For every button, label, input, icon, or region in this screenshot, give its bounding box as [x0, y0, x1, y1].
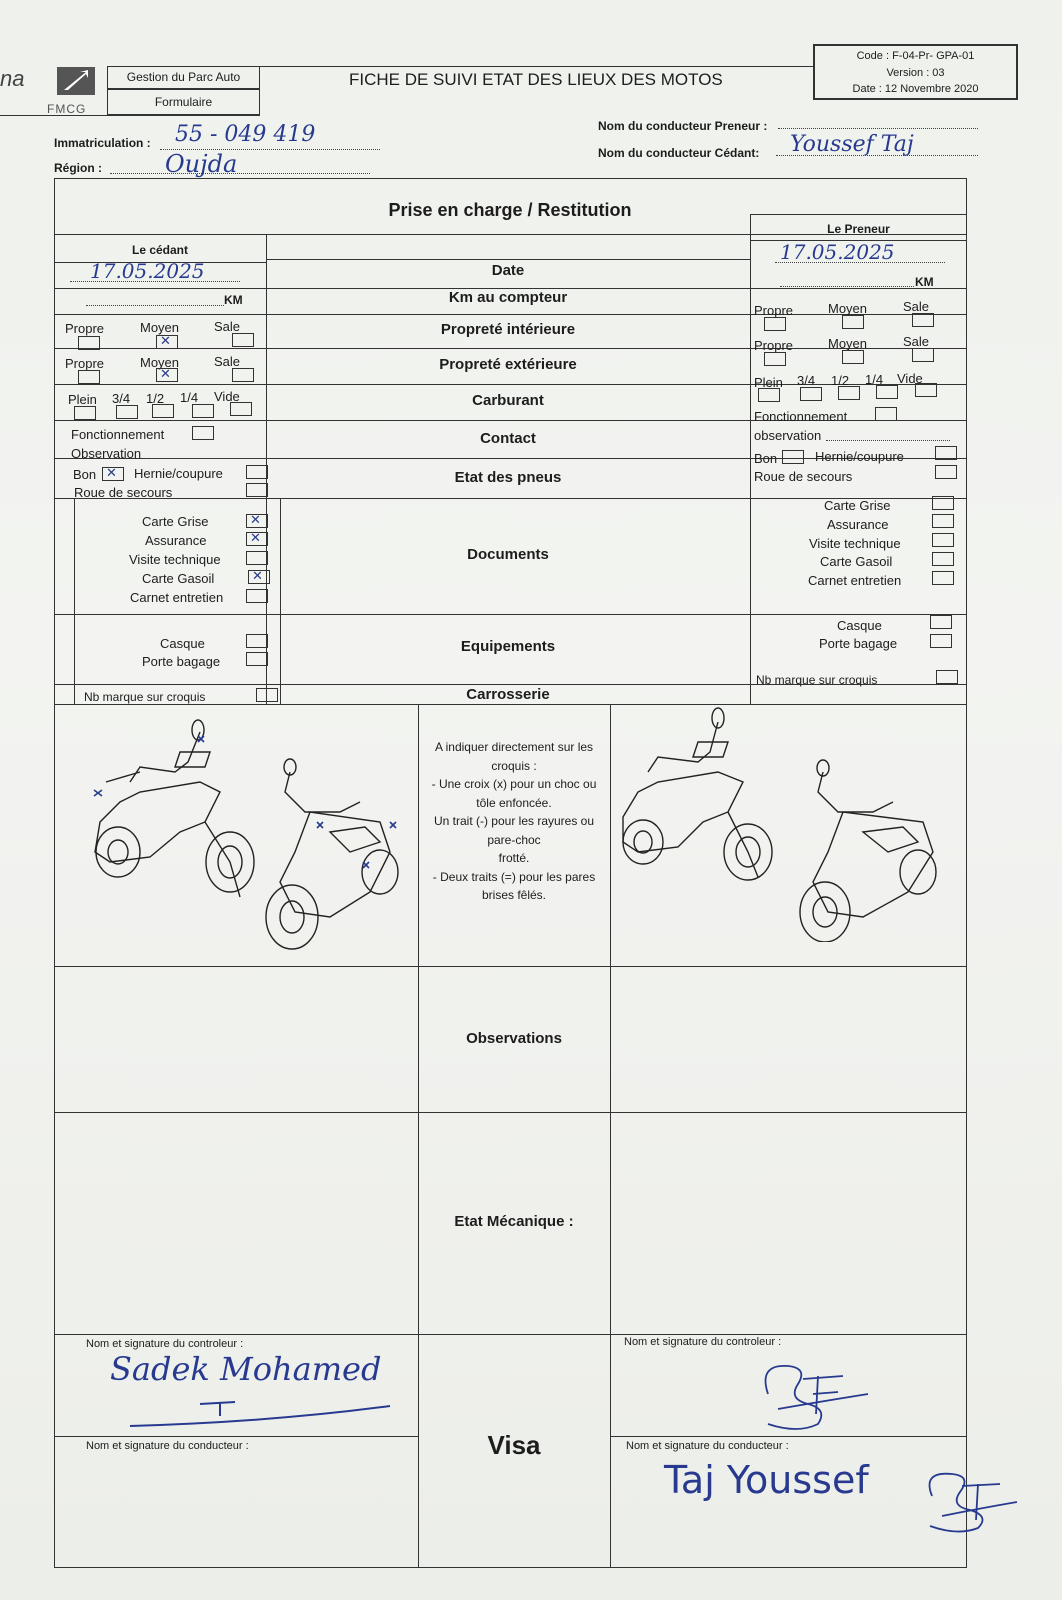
preneur-doc-assurance: Assurance — [827, 517, 889, 532]
preneur-pi-sale: Sale — [903, 299, 930, 314]
preneur-roue-checkbox[interactable] — [935, 465, 957, 479]
preneur-equip-porte: Porte bagage — [819, 636, 898, 651]
preneur-pe-propre-checkbox[interactable] — [764, 352, 786, 366]
preneur-pi-propre-checkbox[interactable] — [764, 317, 786, 331]
cedant-doc-carte-grise: Carte Grise — [142, 514, 209, 529]
preneur-pe-sale-checkbox[interactable] — [912, 348, 934, 362]
cedant-equip-casque: Casque — [160, 636, 205, 651]
preneur-pe-moyen-checkbox[interactable] — [842, 350, 864, 364]
preneur-doc-assurance-checkbox[interactable] — [932, 514, 954, 528]
row-carburant: Carburant — [472, 392, 544, 409]
header-code-box — [813, 44, 1018, 100]
preneur-fuel-14-checkbox[interactable] — [876, 385, 898, 399]
controleur-right-label: Nom et signature du controleur : — [624, 1336, 782, 1348]
cedant-fuel-34: 3/4 — [112, 391, 131, 406]
preneur-doc-carte-grise: Carte Grise — [824, 498, 891, 513]
preneur-observation: observation — [754, 428, 822, 443]
preneur-fuel-12: 1/2 — [831, 373, 850, 388]
scooter-sketch-preneur — [618, 702, 968, 942]
conducteur-right-signature: Taj Youssef — [664, 1458, 869, 1502]
cedant-doc-assurance-checkbox[interactable] — [246, 532, 268, 546]
cedant-pe-sale: Sale — [214, 354, 241, 369]
cedant-equip-porte: Porte bagage — [142, 654, 221, 669]
row-km: Km au compteur — [448, 289, 568, 306]
preneur-fuel-vide: Vide — [897, 371, 923, 386]
cedant-roue: Roue de secours — [74, 485, 173, 500]
date-label: Date : 12 Novembre 2020 — [852, 83, 979, 95]
instruction-line: - Une croix (x) pour un choc ou — [431, 777, 597, 791]
cedant-km-suffix: KM — [224, 293, 243, 307]
observations-label: Observations — [466, 1030, 562, 1047]
preneur-doc-visite: Visite technique — [809, 536, 901, 551]
preneur-fuel-plein-checkbox[interactable] — [758, 388, 780, 402]
cedant-bon-checkbox[interactable] — [102, 467, 124, 481]
cedant-hernie: Hernie/coupure — [134, 466, 223, 481]
controleur-left-label: Nom et signature du controleur : — [86, 1338, 244, 1350]
cedant-pi-sale-checkbox[interactable] — [232, 333, 254, 347]
cedant-doc-visite-checkbox[interactable] — [246, 551, 268, 565]
preneur-fuel-14: 1/4 — [865, 372, 884, 387]
preneur-roue: Roue de secours — [754, 469, 853, 484]
preneur-pe-propre: Propre — [754, 338, 794, 353]
preneur-nb-marque: Nb marque sur croquis — [756, 673, 878, 687]
cedant-equip-casque-checkbox[interactable] — [246, 634, 268, 648]
cedant-fuel-12: 1/2 — [146, 391, 165, 406]
preneur-doc-gasoil-checkbox[interactable] — [932, 552, 954, 566]
preneur-fonctionnement-checkbox[interactable] — [875, 407, 897, 421]
cedant-fonctionnement-checkbox[interactable] — [192, 426, 214, 440]
cedant-fuel-12-checkbox[interactable] — [152, 404, 174, 418]
cedant-date-value: 17.05.2025 — [90, 259, 205, 283]
cedant-equip-porte-checkbox[interactable] — [246, 652, 268, 666]
gestion-label: Gestion du Parc Auto — [126, 70, 241, 84]
preneur-bon-checkbox[interactable] — [782, 450, 804, 464]
preneur-pi-moyen: Moyen — [828, 301, 868, 316]
cedant-roue-checkbox[interactable] — [246, 483, 268, 497]
preneur-pe-moyen: Moyen — [828, 336, 868, 351]
code-label: Code : F-04-Pr- GPA-01 — [856, 50, 975, 62]
cedant-pi-moyen: Moyen — [140, 320, 180, 335]
cedant-name-label: Nom du conducteur Cédant: — [598, 146, 760, 160]
instruction-line: - Deux traits (=) pour les pares — [432, 869, 596, 884]
preneur-equip-casque: Casque — [837, 618, 882, 633]
cedant-fuel-vide: Vide — [214, 389, 240, 404]
cedant-doc-carnet-checkbox[interactable] — [246, 589, 268, 603]
cedant-doc-gasoil: Carte Gasoil — [142, 571, 215, 586]
cedant-bon: Bon — [73, 467, 97, 482]
instruction-line: croquis : — [491, 758, 537, 773]
preneur-doc-carnet: Carnet entretien — [808, 573, 902, 588]
cedant-fuel-plein: Plein — [68, 392, 97, 407]
cedant-pe-moyen-checkbox[interactable] — [156, 368, 178, 382]
immat-value: 55 - 049 419 — [175, 122, 316, 147]
instruction-line: pare-choc — [487, 832, 541, 847]
cedant-doc-assurance: Assurance — [145, 533, 207, 548]
cedant-fuel-vide-checkbox[interactable] — [230, 402, 252, 416]
preneur-fonctionnement: Fonctionnement — [754, 409, 848, 424]
formulaire-label: Formulaire — [154, 95, 213, 109]
preneur-nb-marque-checkbox[interactable] — [936, 670, 958, 684]
cedant-nb-marque-checkbox[interactable] — [256, 688, 278, 702]
region-value: Oujda — [165, 150, 238, 178]
cedant-doc-visite: Visite technique — [129, 552, 221, 567]
row-prop-ext: Propreté extérieure — [439, 356, 577, 373]
instruction-line: A indiquer directement sur les — [434, 740, 594, 754]
preneur-date-value: 17.05.2025 — [780, 240, 895, 264]
cedant-header: Le cédant — [131, 243, 188, 257]
cedant-fonctionnement: Fonctionnement — [71, 427, 165, 442]
preneur-equip-porte-checkbox[interactable] — [930, 634, 952, 648]
preneur-hernie: Hernie/coupure — [815, 449, 904, 464]
logo-subtext: FMCG — [47, 102, 87, 116]
preneur-fuel-34-checkbox[interactable] — [800, 387, 822, 401]
row-documents: Documents — [467, 546, 549, 563]
instructions-box — [420, 738, 608, 905]
cedant-doc-gasoil-checkbox[interactable] — [248, 570, 270, 584]
preneur-fuel-plein: Plein — [754, 375, 783, 390]
immat-label: Immatriculation : — [54, 136, 151, 150]
etat-mecanique-label: Etat Mécanique : — [454, 1213, 574, 1230]
preneur-hernie-checkbox[interactable] — [935, 446, 957, 460]
preneur-doc-gasoil: Carte Gasoil — [820, 554, 893, 569]
controleur-left-signature: Sadek Mohamed — [110, 1350, 382, 1388]
cedant-fuel-34-checkbox[interactable] — [116, 405, 138, 419]
preneur-pi-sale-checkbox[interactable] — [912, 313, 934, 327]
cedant-pe-sale-checkbox[interactable] — [232, 368, 254, 382]
preneur-doc-carte-grise-checkbox[interactable] — [932, 496, 954, 510]
controleur-right-signature — [748, 1354, 888, 1434]
logo-text: na — [0, 66, 25, 91]
section-title: Prise en charge / Restitution — [388, 200, 632, 220]
instruction-line: Un trait (-) pour les rayures ou — [433, 814, 595, 828]
cedant-pe-propre: Propre — [65, 356, 105, 371]
preneur-header: Le Preneur — [827, 222, 890, 236]
row-equipements: Equipements — [460, 638, 556, 655]
cedant-pi-sale: Sale — [214, 319, 241, 334]
instruction-line: brises fêlés. — [481, 888, 547, 902]
preneur-pi-propre: Propre — [754, 303, 794, 318]
preneur-doc-carnet-checkbox[interactable] — [932, 571, 954, 585]
preneur-pi-moyen-checkbox[interactable] — [842, 315, 864, 329]
row-prop-int: Propreté intérieure — [440, 321, 576, 338]
header-formulaire-box — [107, 89, 260, 115]
row-carrosserie: Carrosserie — [466, 686, 550, 703]
preneur-fuel-34: 3/4 — [797, 373, 816, 388]
preneur-pe-sale: Sale — [903, 334, 930, 349]
cedant-pe-propre-checkbox[interactable] — [78, 370, 100, 384]
row-date: Date — [491, 262, 525, 279]
controleur-left-flourish — [120, 1396, 420, 1436]
cedant-pi-propre: Propre — [65, 321, 105, 336]
preneur-fuel-vide-checkbox[interactable] — [915, 383, 937, 397]
version-label: Version : 03 — [886, 67, 945, 79]
preneur-fuel-12-checkbox[interactable] — [838, 386, 860, 400]
cedant-hernie-checkbox[interactable] — [246, 465, 268, 479]
preneur-equip-casque-checkbox[interactable] — [930, 615, 952, 629]
preneur-bon: Bon — [754, 451, 778, 466]
preneur-name-label: Nom du conducteur Preneur : — [598, 119, 768, 133]
preneur-doc-visite-checkbox[interactable] — [932, 533, 954, 547]
cedant-nb-marque: Nb marque sur croquis — [84, 690, 206, 704]
cedant-pi-propre-checkbox[interactable] — [78, 336, 100, 350]
cedant-observation: Observation — [71, 446, 142, 461]
cedant-doc-carnet: Carnet entretien — [130, 590, 224, 605]
row-contact: Contact — [480, 430, 536, 447]
cedant-fuel-14-checkbox[interactable] — [192, 404, 214, 418]
cedant-name-value: Youssef Taj — [790, 132, 914, 157]
scooter-sketch-cedant — [80, 712, 420, 962]
preneur-km-suffix: KM — [915, 275, 934, 289]
row-pneus: Etat des pneus — [454, 469, 562, 486]
conducteur-right-label: Nom et signature du conducteur : — [626, 1440, 789, 1452]
company-logo — [0, 66, 104, 116]
region-label: Région : — [54, 161, 102, 175]
cedant-fuel-plein-checkbox[interactable] — [74, 406, 96, 420]
cedant-pe-moyen: Moyen — [140, 355, 180, 370]
conducteur-right-initials — [912, 1466, 1022, 1536]
logo-arrow-icon — [56, 66, 96, 96]
page-title: FICHE DE SUIVI ETAT DES LIEUX DES MOTOS — [349, 70, 723, 89]
visa-label: Visa — [487, 1430, 541, 1460]
cedant-doc-carte-grise-checkbox[interactable] — [246, 514, 268, 528]
conducteur-left-label: Nom et signature du conducteur : — [86, 1440, 249, 1452]
instruction-line: frotté. — [498, 851, 530, 865]
cedant-pi-moyen-checkbox[interactable] — [156, 335, 178, 349]
cedant-fuel-14: 1/4 — [180, 390, 199, 405]
header-gestion-box — [107, 66, 260, 89]
instruction-line: tôle enfoncée. — [476, 795, 552, 810]
